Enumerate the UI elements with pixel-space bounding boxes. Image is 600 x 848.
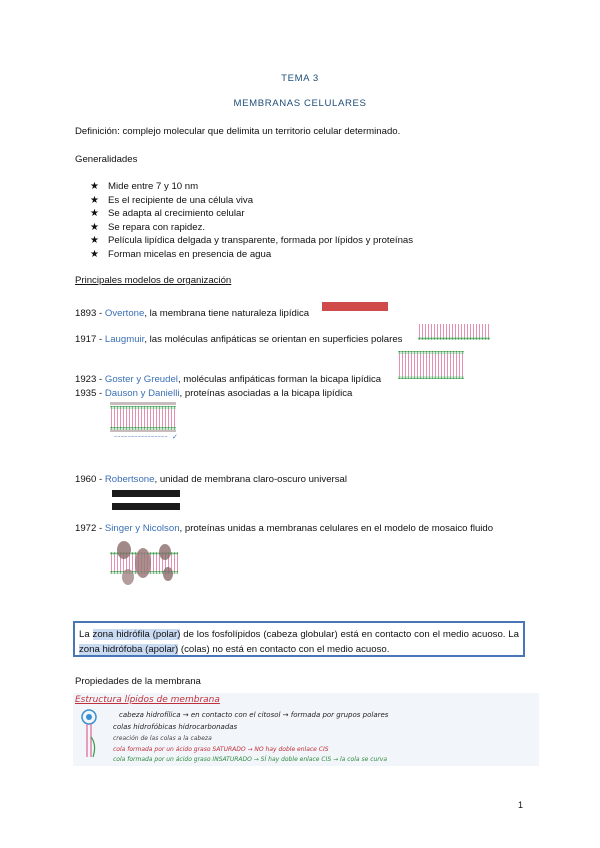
star-icon: ★ — [90, 248, 99, 260]
list-item: ★ Se adapta al crecimiento celular — [90, 208, 245, 219]
author-link: Singer y Nicolson — [104, 523, 180, 534]
author-link: Dauson y Danielli — [104, 388, 180, 399]
author-link: Goster y Greudel — [104, 374, 178, 385]
author-link: Overtone — [104, 308, 145, 319]
star-icon: ★ — [90, 194, 99, 206]
handwritten-notes — [73, 693, 539, 766]
svg-text:~~~~~~~~~~~~~~~~: ~~~~~~~~~~~~~~~~ — [114, 434, 168, 439]
note-title: Estructura lípidos de membrana — [75, 695, 220, 705]
model-entry-1960: 1960 - Robertsone, unidad de membrana claro-oscuro universal — [75, 474, 347, 485]
star-icon: ★ — [90, 235, 99, 246]
svg-text:✓: ✓ — [172, 433, 178, 440]
hydrophilic-hydrophobic-callout: La zona hidrófila (polar) de los fosfolípidos (cabeza globular) está en contacto con el medio acuoso. La zona hidrófoba (apolar) (colas) no está en contacto con el medio acuoso. — [73, 621, 525, 657]
star-icon: ★ — [90, 208, 99, 219]
star-icon: ★ — [90, 221, 99, 233]
fluid-mosaic-figure — [110, 540, 180, 588]
unit-membrane-figure — [112, 490, 180, 510]
highlight-polar: zona hidrófila (polar) — [92, 629, 181, 640]
lipid-layer-figure — [322, 302, 388, 311]
tema-label: TEMA 3 — [281, 73, 319, 84]
note-line: colas hidrofóbicas hidrocarbonadas — [113, 723, 238, 731]
list-item: ★ Mide entre 7 y 10 nm — [90, 181, 199, 192]
protein-bilayer-figure — [110, 402, 178, 440]
list-item: ★ Película lipídica delgada y transparente, formada por lípidos y proteínas — [90, 235, 414, 246]
generalidades-heading: Generalidades — [75, 154, 138, 165]
generalidades-list — [90, 180, 413, 261]
models-heading: Principales modelos de organización — [75, 275, 232, 286]
list-item: ★ Se repara con rapidez. — [90, 221, 206, 233]
star-icon: ★ — [90, 181, 99, 192]
model-entry-1972: 1972 - Singer y Nicolson, proteínas unidas a membranas celulares en el modelo de mosaico fluido — [75, 523, 494, 534]
note-line: cabeza hidrofílica → en contacto con el citosol → formada por grupos polares — [119, 711, 389, 719]
definition-text: Definición: complejo molecular que delimita un territorio celular determinado. — [75, 126, 401, 137]
monolayer-figure — [418, 322, 490, 342]
note-line: creación de las colas a la cabeza — [113, 735, 212, 742]
model-entry-1935: 1935 - Dauson y Danielli, proteínas asociadas a la bicapa lipídica — [75, 388, 353, 399]
highlight-apolar: zona hidrófoba (apolar) — [79, 644, 179, 655]
page-title: MEMBRANAS CELULARES — [233, 98, 367, 109]
phospholipid-sketch — [77, 707, 103, 763]
list-item: ★ Forman micelas en presencia de agua — [90, 248, 272, 260]
model-entry-1917: 1917 - Laugmuir, las moléculas anfipáticas se orientan en superficies polares — [75, 334, 403, 345]
model-entry-1923: 1923 - Goster y Greudel, moléculas anfipáticas forman la bicapa lipídica — [75, 374, 382, 385]
bilayer-figure — [398, 350, 464, 380]
list-item: ★ Es el recipiente de una célula viva — [90, 194, 254, 206]
author-link: Robertsone — [104, 474, 155, 485]
page-number: 1 — [518, 800, 524, 810]
note-line: cola formada por un ácido graso SATURADO → NO hay doble enlace CIS — [113, 746, 329, 753]
propiedades-heading: Propiedades de la membrana — [75, 676, 201, 687]
author-link: Laugmuir — [104, 334, 145, 345]
note-line: cola formada por un ácido graso INSATURADO → SÍ hay doble enlace CIS → la cola se curva — [113, 756, 387, 763]
model-entry-1893: 1893 - Overtone, la membrana tiene naturaleza lipídica — [75, 308, 310, 319]
